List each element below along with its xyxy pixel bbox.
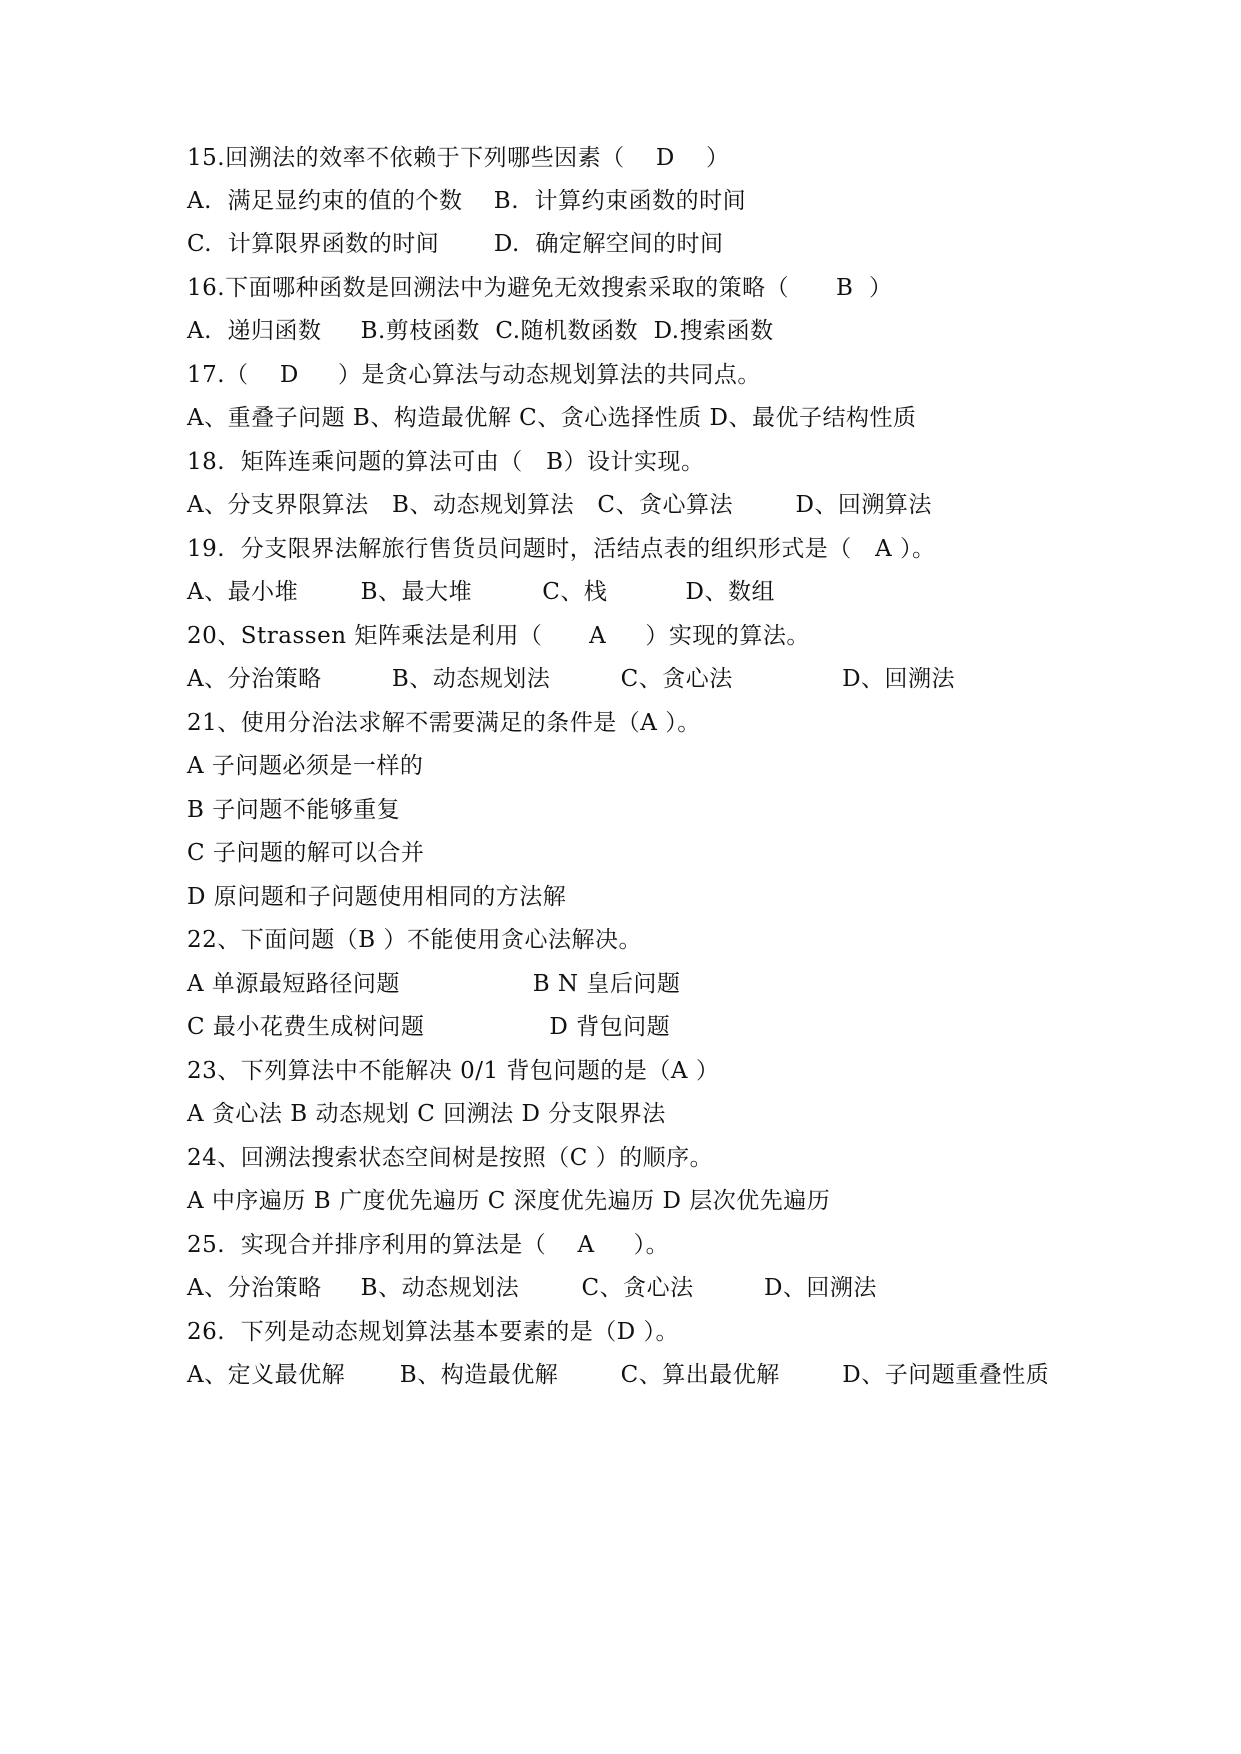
q16-options: A. 递归函数 B.剪枝函数 C.随机数函数 D.搜索函数 (187, 318, 774, 344)
q21-option-d: D 原问题和子问题使用相同的方法解 (187, 884, 567, 910)
q19-options: A、最小堆 B、最大堆 C、栈 D、数组 (187, 579, 775, 605)
q15-options-cd: C. 计算限界函数的时间 D. 确定解空间的时间 (187, 231, 724, 257)
q26-options: A、定义最优解 B、构造最优解 C、算出最优解 D、子问题重叠性质 (187, 1362, 1050, 1388)
q21-option-b: B 子问题不能够重复 (187, 797, 401, 823)
question-23: 23、下列算法中不能解决 0/1 背包问题的是（A ） (187, 1058, 720, 1084)
question-15: 15.回溯法的效率不依赖于下列哪些因素（ D ） (187, 145, 730, 171)
question-17: 17.（ D ）是贪心算法与动态规划算法的共同点。 (187, 362, 761, 388)
question-18: 18. 矩阵连乘问题的算法可由（ B）设计实现。 (187, 449, 705, 475)
q22-options-ab: A 单源最短路径问题 B N 皇后问题 (187, 971, 681, 997)
q20-options: A、分治策略 B、动态规划法 C、贪心法 D、回溯法 (187, 666, 956, 692)
q15-options-ab: A. 满足显约束的值的个数 B. 计算约束函数的时间 (187, 188, 747, 214)
q22-options-cd: C 最小花费生成树问题 D 背包问题 (187, 1014, 671, 1040)
question-20: 20、Strassen 矩阵乘法是利用（ A ）实现的算法。 (187, 623, 810, 649)
q25-options: A、分治策略 B、动态规划法 C、贪心法 D、回溯法 (187, 1275, 877, 1301)
q24-options: A 中序遍历 B 广度优先遍历 C 深度优先遍历 D 层次优先遍历 (187, 1188, 831, 1214)
question-22: 22、下面问题（B ）不能使用贪心法解决。 (187, 927, 642, 953)
q17-options: A、重叠子问题 B、构造最优解 C、贪心选择性质 D、最优子结构性质 (187, 405, 917, 431)
question-24: 24、回溯法搜索状态空间树是按照（C ）的顺序。 (187, 1145, 714, 1171)
question-26: 26. 下列是动态规划算法基本要素的是（D ）。 (187, 1319, 679, 1345)
q21-option-a: A 子问题必须是一样的 (187, 753, 424, 779)
question-25: 25. 实现合并排序利用的算法是（ A ）。 (187, 1232, 670, 1258)
q21-option-c: C 子问题的解可以合并 (187, 840, 425, 866)
question-19: 19. 分支限界法解旅行售货员问题时，活结点表的组织形式是（ A ）。 (187, 536, 936, 562)
question-21: 21、使用分治法求解不需要满足的条件是（A ）。 (187, 710, 701, 736)
question-16: 16.下面哪种函数是回溯法中为避免无效搜索采取的策略（ B ） (187, 275, 893, 301)
q23-options: A 贪心法 B 动态规划 C 回溯法 D 分支限界法 (187, 1101, 666, 1127)
q18-options: A、分支界限算法 B、动态规划算法 C、贪心算法 D、回溯算法 (187, 492, 932, 518)
